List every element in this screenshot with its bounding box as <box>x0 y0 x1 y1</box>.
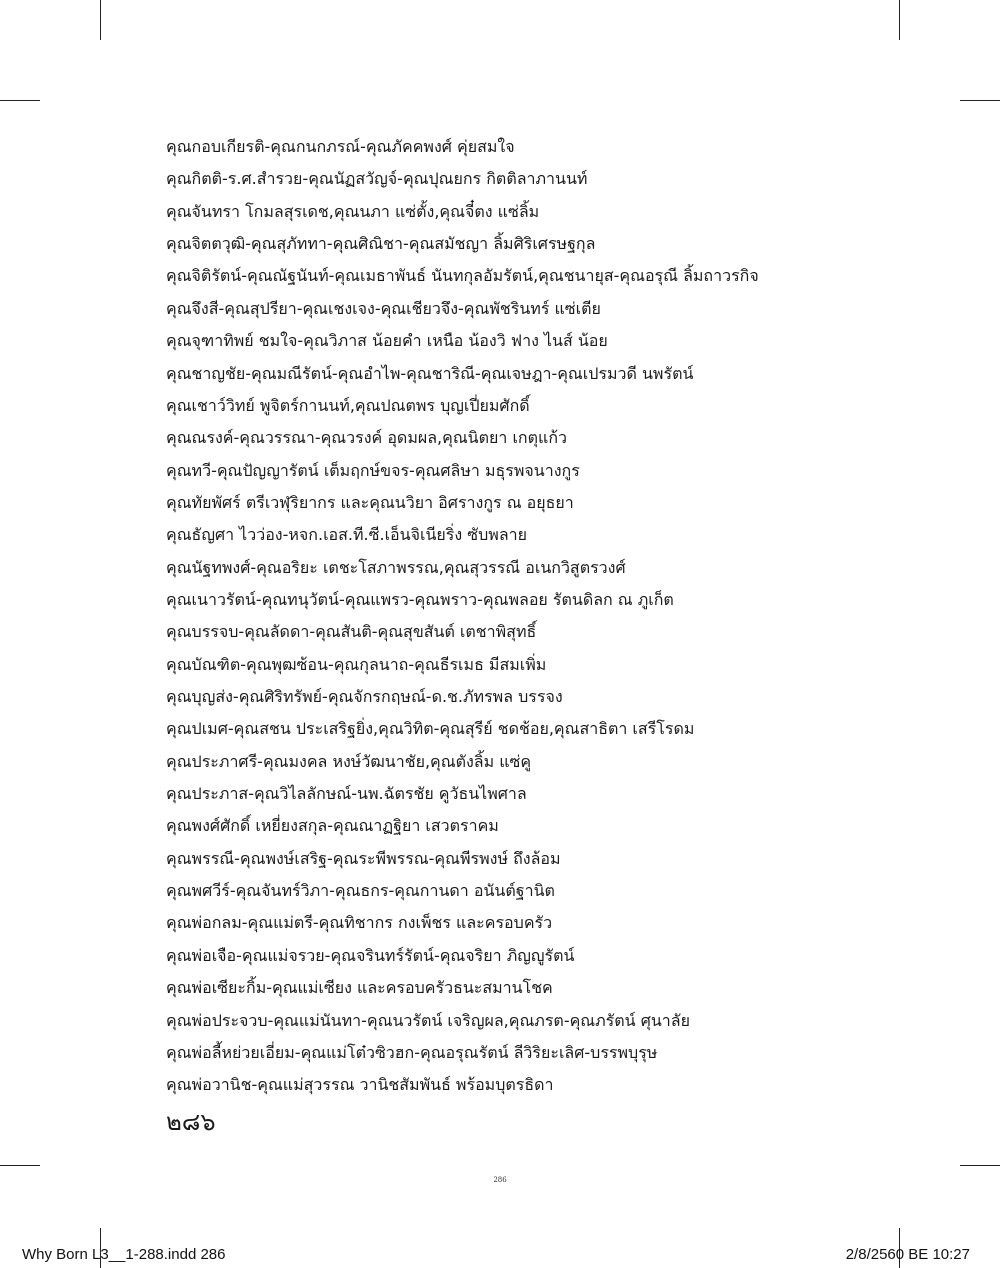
name-line: คุณกิตติ-ร.ศ.สำรวย-คุณนัฏสวัญจ์-คุณปุณยกร กิตติลาภานนท์ <box>166 169 588 189</box>
name-line: คุณพศวีร์-คุณจันทร์วิภา-คุณธกร-คุณกานดา อนันต์ฐานิต <box>166 881 555 901</box>
name-line: คุณชาญชัย-คุณมณีรัตน์-คุณอำไพ-คุณชาริณี-คุณเจษฎา-คุณเปรมวดี นพรัตน์ <box>166 363 694 383</box>
name-line: คุณพ่อวานิช-คุณแม่สุวรรณ วานิชสัมพันธ์ พร้อมบุตรธิดา <box>166 1075 554 1095</box>
name-line: คุณทวี-คุณปัญญารัตน์ เต็มฤกษ์ขจร-คุณศลิษา มธุรพจนางกูร <box>166 460 580 480</box>
name-line: คุณณรงค์-คุณวรรณา-คุณวรงค์ อุดมผล,คุณนิตยา เกตุแก้ว <box>166 428 567 448</box>
name-line: คุณกอบเกียรติ-คุณกนกภรณ์-คุณภัคคพงศ์ คุ่ยสมใจ <box>166 137 515 156</box>
name-line: คุณธัญศา ไวว่อง-หจก.เอส.ที.ซี.เอ็นจิเนียริ่ง ซับพลาย <box>166 525 527 545</box>
name-line: คุณเนาวรัตน์-คุณทนุวัตน์-คุณแพรว-คุณพราว-คุณพลอย รัตนดิลก ณ ภูเก็ต <box>166 589 674 609</box>
name-line: คุณประภาส-คุณวิไลลักษณ์-นพ.ฉัตรชัย คูวัธนไพศาล <box>166 784 527 803</box>
slug-file-info: Why Born L3__1-288.indd 286 <box>22 1246 226 1263</box>
name-line: คุณจึงสี-คุณสุปรียา-คุณเชงเจง-คุณเชียวจึง-คุณพัชรินทร์ แซ่เตีย <box>166 298 601 318</box>
name-line: คุณพ่อเซียะกิ้ม-คุณแม่เซียง และครอบครัวธนะสมานโชค <box>166 978 553 998</box>
name-line: คุณเชาว์วิทย์ พูจิตร์กานนท์,คุณปณตพร บุญเปี่ยมศักดิ์ <box>166 395 530 415</box>
name-line: คุณบัณฑิต-คุณพุฒซ้อน-คุณกุลนาถ-คุณธีรเมธ มีสมเพิ่ม <box>166 654 547 674</box>
name-line: คุณทัยพัศร์ ตรีเวฬุริยากร และคุณนวิยา อิศรางกูร ณ อยุธยา <box>166 492 574 512</box>
name-line: คุณปเมศ-คุณสชน ประเสริฐยิ่ง,คุณวิทิต-คุณสุรีย์ ชดช้อย,คุณสาธิตา เสรีโรดม <box>166 719 695 739</box>
name-line: คุณประภาศรี-คุณมงคล หงษ์วัฒนาชัย,คุณตังลิ้ม แซ่คู <box>166 751 532 771</box>
name-line: คุณพ่อลี้หย่วยเอี่ยม-คุณแม่โต๋วซิวฮก-คุณอรุณรัตน์ ลีวิริยะเลิศ-บรรพบุรุษ <box>166 1042 658 1062</box>
name-line: คุณพ่อเจือ-คุณแม่จรวย-คุณจรินทร์รัตน์-คุณจริยา ภิญญูรัตน์ <box>166 945 575 965</box>
name-line: คุณบุญส่ง-คุณศิริทรัพย์-คุณจักรกฤษณ์-ด.ช.ภัทรพล บรรจง <box>166 687 563 706</box>
folio-number: 286 <box>493 1176 507 1184</box>
name-line: คุณบรรจบ-คุณลัดดา-คุณสันติ-คุณสุขสันต์ เตชาพิสุทธิ์ <box>166 622 537 642</box>
name-line: คุณพ่อประจวบ-คุณแม่นันทา-คุณนวรัตน์ เจริญผล,คุณภรต-คุณภรัตน์ ศุนาลัย <box>166 1010 690 1030</box>
name-line: คุณจิตตวุฒิ-คุณสุภัททา-คุณศิณิชา-คุณสมัชญา ลิ้มศิริเศรษฐกุล <box>166 234 596 254</box>
page-number-thai: ๒๘๖ <box>166 1108 216 1136</box>
name-line: คุณนัฐทพงศ์-คุณอริยะ เตชะโสภาพรรณ,คุณสุวรรณี อเนกวิสูตรวงศ์ <box>166 557 626 577</box>
name-line: คุณจุฑาทิพย์ ชมใจ-คุณวิภาส น้อยคำ เหนือ น้องวิ ฟาง ไนส์ น้อย <box>166 331 608 351</box>
crop-mark <box>0 1165 40 1166</box>
name-line: คุณจันทรา โกมลสุรเดช,คุณนภา แซ่ตั้ง,คุณจี๋ตง แซ่ลิ้ม <box>166 201 540 221</box>
name-line: คุณพรรณี-คุณพงษ์เสริฐ-คุณระพีพรรณ-คุณพีรพงษ์ ถึงล้อม <box>166 848 561 868</box>
slug-date-time: 2/8/2560 BE 10:27 <box>845 1246 970 1263</box>
crop-mark <box>960 1165 1000 1166</box>
name-line: คุณพงศ์ศักดิ์ เหยี่ยงสกุล-คุณณาฏฐิยา เสวตราคม <box>166 816 499 836</box>
name-line: คุณจิติรัตน์-คุณณัฐนันท์-คุณเมธาพันธ์ นันทกุลอัมรัตน์,คุณชนายุส-คุณอรุณี ลิ้มถาวรกิจ <box>166 266 759 286</box>
name-line: คุณพ่อกลม-คุณแม่ตรี-คุณทิชากร กงเพ็ชร และครอบครัว <box>166 913 553 933</box>
